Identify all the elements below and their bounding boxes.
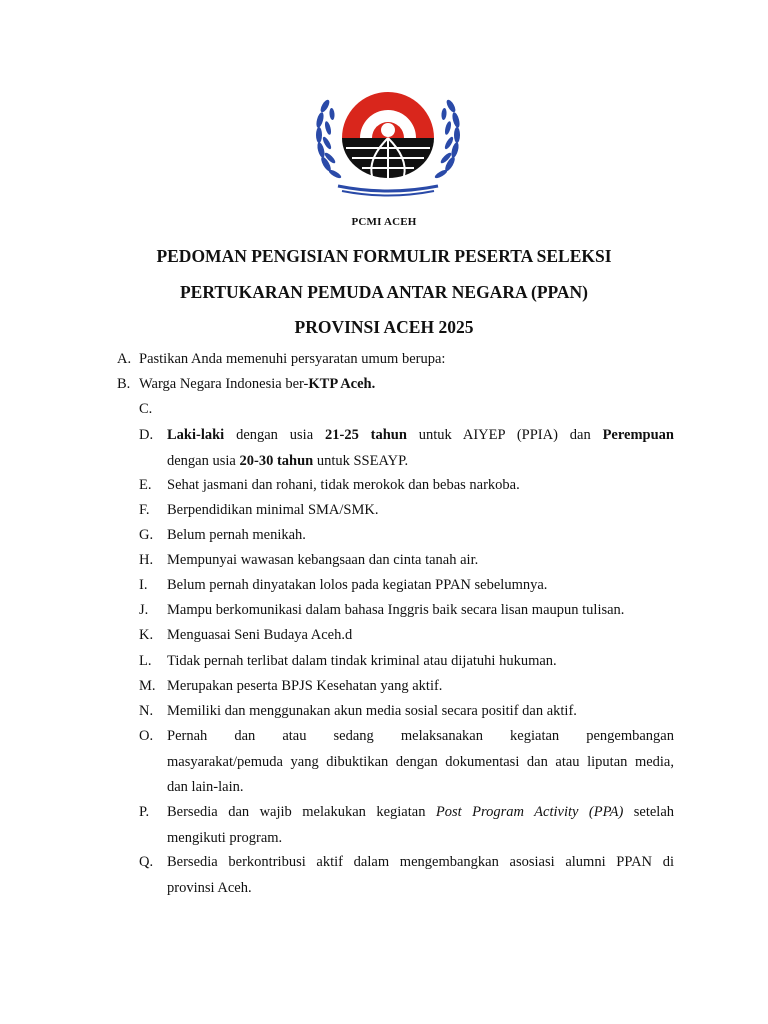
text-run: dengan usia [167, 452, 240, 469]
org-name: PCMI ACEH [351, 216, 417, 228]
text-run-bold: KTP Aceh. [308, 376, 376, 392]
list-label: E. [139, 477, 152, 493]
text-line: provinsi Aceh. [167, 879, 252, 896]
text-line: Bersedia berkontribusi aktif dalam mengembangkan asosiasi alumni PPAN di [167, 854, 674, 870]
list-label: B. [117, 376, 131, 392]
list-text: Sehat jasmani dan rohani, tidak merokok dan bebas narkoba. [167, 477, 520, 493]
text-line [167, 423, 674, 449]
list-label: I. [139, 577, 148, 593]
text-run-bold: Perempuan [602, 427, 674, 443]
list-text: Belum pernah dinyatakan lolos pada kegiatan PPAN sebelumnya. [167, 577, 548, 593]
text-line: masyarakat/pemuda yang dibuktikan dengan dokumentasi dan atau liputan media, [167, 753, 674, 770]
list-item-q [139, 850, 674, 902]
list-label: K. [139, 627, 154, 643]
text-line: mengikuti program. [167, 829, 283, 846]
list-label: L. [139, 653, 152, 669]
list-text: Mempunyai wawasan kebangsaan dan cinta tanah air. [167, 552, 479, 568]
text-run: Warga Negara Indonesia ber- [139, 376, 309, 392]
list-text: Belum pernah menikah. [167, 527, 306, 543]
text-run: untuk SSEAYP. [313, 452, 409, 469]
text-run: untuk AIYEP (PPIA) dan [406, 427, 603, 443]
list-label: C. [139, 401, 153, 417]
text-run-bold: 20-30 tahun [239, 452, 314, 469]
list-label: O. [139, 728, 154, 744]
list-label: J. [139, 602, 149, 618]
list-label: Q. [139, 854, 154, 870]
list-label: D. [139, 427, 154, 443]
text-line: Pernah dan atau sedang melaksanakan kegiatan pengembangan [167, 728, 674, 744]
list-label: A. [117, 351, 132, 367]
list-label: H. [139, 552, 154, 568]
text-run-italic: Post Program Activity (PPA) [435, 804, 624, 820]
pcmi-laurel-logo-icon [312, 88, 464, 198]
list-label: P. [139, 804, 150, 820]
list-text: Mampu berkomunikasi dalam bahasa Inggris baik secara lisan maupun tulisan. [167, 602, 625, 618]
text-run: Bersedia dan wajib melakukan kegiatan [167, 804, 436, 820]
list-item-d [139, 423, 674, 475]
list-text: Berpendidikan minimal SMA/SMK. [167, 502, 379, 518]
text-run-bold: 21-25 tahun [324, 427, 407, 443]
list-text [167, 850, 674, 901]
list-label: N. [139, 703, 154, 719]
list-text: Pastikan Anda memenuhi persyaratan umum berupa: [139, 351, 446, 367]
list-text: Menguasai Seni Budaya Aceh.d [167, 627, 353, 643]
list-label: F. [139, 502, 150, 518]
list-item-o [139, 724, 674, 801]
text-run: setelah [623, 804, 675, 820]
text-line [167, 800, 674, 826]
list-text: Tidak pernah terlibat dalam tindak kriminal atau dijatuhi hukuman. [167, 653, 557, 669]
list-text: Merupakan peserta BPJS Kesehatan yang aktif. [167, 678, 443, 694]
list-text [139, 372, 677, 398]
list-label: G. [139, 527, 154, 543]
list-item-p [139, 800, 674, 852]
text-line: dan lain-lain. [167, 779, 244, 795]
doc-title-line3: PROVINSI ACEH 2025 [294, 317, 474, 337]
list-text [167, 800, 674, 851]
text-run-bold: Laki-laki [167, 427, 225, 443]
list-text [167, 724, 674, 801]
doc-title-line2: PERTUKARAN PEMUDA ANTAR NEGARA (PPAN) [179, 282, 589, 302]
list-text [167, 423, 674, 474]
text-run: dengan usia [224, 427, 325, 443]
list-label: M. [139, 678, 156, 694]
doc-title-line1: PEDOMAN PENGISIAN FORMULIR PESERTA SELEKSI [156, 246, 612, 266]
text-line [167, 449, 674, 475]
list-text: Memiliki dan menggunakan akun media sosial secara positif dan aktif. [167, 703, 577, 719]
